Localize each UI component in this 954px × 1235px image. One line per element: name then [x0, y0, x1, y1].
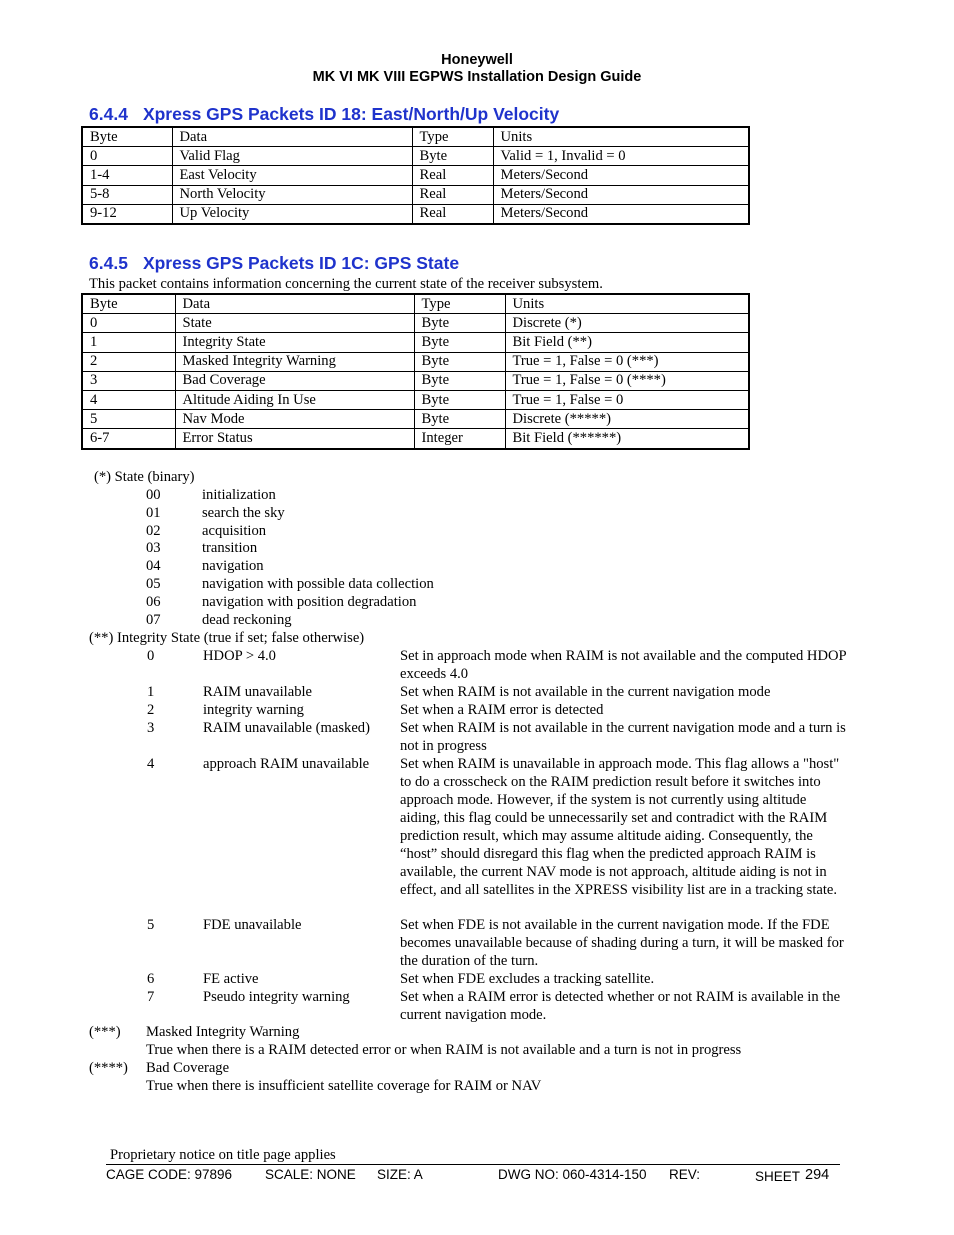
table-row	[82, 314, 749, 333]
state-label: initialization	[202, 487, 276, 503]
document-title: MK VI MK VIII EGPWS Installation Design Guide	[312, 69, 642, 85]
integrity-bit: 5	[147, 917, 155, 933]
cell-data: State	[175, 314, 414, 333]
cell-units: Meters/Second	[493, 166, 749, 185]
state-code: 00	[146, 487, 161, 503]
integrity-description: Set when RAIM is not available in the current navigation mode and a turn is not in progress	[400, 720, 846, 754]
state-label: navigation	[202, 558, 264, 574]
cell-byte: 0	[82, 314, 175, 333]
table-row	[82, 390, 749, 409]
velocity-table	[81, 126, 750, 225]
cell-data: Bad Coverage	[175, 371, 414, 390]
section-heading-6-4-5	[89, 253, 459, 274]
table-header-row	[82, 294, 749, 314]
integrity-name: FE active	[203, 971, 259, 987]
revision: REV:	[669, 1167, 701, 1182]
section-title: Xpress GPS Packets ID 1C: GPS State	[142, 253, 460, 273]
cage-code: CAGE CODE: 97896	[106, 1167, 233, 1182]
column-header-type: Type	[412, 127, 493, 147]
table-row	[82, 429, 749, 449]
cell-data: East Velocity	[172, 166, 412, 185]
size: SIZE: A	[377, 1167, 423, 1182]
cell-data: Nav Mode	[175, 410, 414, 429]
table-row	[82, 204, 749, 224]
section-number: 6.4.4	[89, 104, 128, 124]
table-row	[82, 147, 749, 166]
cell-units: Bit Field (******)	[505, 429, 749, 449]
integrity-name: integrity warning	[203, 702, 304, 718]
state-label: dead reckoning	[202, 612, 292, 628]
masked-note-marker: (***)	[89, 1024, 121, 1040]
table-row	[82, 166, 749, 185]
cell-byte: 6-7	[82, 429, 175, 449]
cell-type: Byte	[414, 390, 505, 409]
cell-data: Integrity State	[175, 333, 414, 352]
state-code: 03	[146, 540, 161, 556]
cell-units: Discrete (*****)	[505, 410, 749, 429]
coverage-note-title: Bad Coverage	[146, 1060, 230, 1076]
integrity-bit: 4	[147, 756, 155, 772]
cell-data: Valid Flag	[172, 147, 412, 166]
cell-data: Up Velocity	[172, 204, 412, 224]
integrity-name: RAIM unavailable	[203, 684, 313, 700]
cell-byte: 5	[82, 410, 175, 429]
table-row	[82, 352, 749, 371]
scale: SCALE: NONE	[265, 1167, 356, 1182]
section-intro: This packet contains information concerning the current state of the receiver subsystem.	[89, 276, 603, 292]
state-label: navigation with possible data collection	[202, 576, 434, 592]
state-label: acquisition	[202, 523, 267, 539]
integrity-name: approach RAIM unavailable	[203, 756, 370, 772]
integrity-bit: 3	[147, 720, 155, 736]
table-row	[82, 371, 749, 390]
cell-byte: 2	[82, 352, 175, 371]
cell-type: Real	[412, 204, 493, 224]
cell-units: True = 1, False = 0 (****)	[505, 371, 749, 390]
cell-data: Masked Integrity Warning	[175, 352, 414, 371]
section-number: 6.4.5	[89, 253, 128, 273]
cell-type: Real	[412, 166, 493, 185]
column-header-units: Units	[505, 294, 749, 314]
cell-units: Bit Field (**)	[505, 333, 749, 352]
integrity-notes-heading: (**) Integrity State (true if set; false otherwise)	[89, 630, 365, 646]
integrity-name: Pseudo integrity warning	[203, 989, 350, 1005]
company-name: Honeywell	[441, 52, 513, 68]
table-row	[82, 333, 749, 352]
cell-data: Altitude Aiding In Use	[175, 390, 414, 409]
sheet-number: 294	[805, 1167, 830, 1183]
masked-note-text: True when there is a RAIM detected error or when RAIM is not available and a turn is not in progress	[146, 1042, 742, 1058]
state-label: search the sky	[202, 505, 285, 521]
integrity-description: Set when a RAIM error is detected	[400, 702, 604, 718]
sheet-label: SHEET	[755, 1169, 801, 1184]
cell-units: True = 1, False = 0 (***)	[505, 352, 749, 371]
cell-type: Byte	[414, 410, 505, 429]
integrity-bit: 2	[147, 702, 155, 718]
cell-type: Byte	[412, 147, 493, 166]
cell-type: Byte	[414, 371, 505, 390]
state-code: 06	[146, 594, 161, 610]
integrity-name: FDE unavailable	[203, 917, 302, 933]
table-row	[82, 410, 749, 429]
section-heading-6-4-4	[89, 104, 559, 125]
integrity-name: HDOP > 4.0	[203, 648, 276, 664]
drawing-number: DWG NO: 060-4314-150	[498, 1167, 647, 1182]
cell-byte: 3	[82, 371, 175, 390]
state-label: transition	[202, 540, 258, 556]
coverage-note-text: True when there is insufficient satellite coverage for RAIM or NAV	[146, 1078, 542, 1094]
state-code: 07	[146, 612, 161, 628]
integrity-bit: 6	[147, 971, 155, 987]
cell-type: Byte	[414, 314, 505, 333]
cell-byte: 5-8	[82, 185, 172, 204]
gps-state-table	[81, 293, 750, 450]
state-code: 01	[146, 505, 161, 521]
section-title: Xpress GPS Packets ID 18: East/North/Up Velocity	[142, 104, 560, 124]
integrity-description: Set when FDE is not available in the current navigation mode. If the FDE becomes unavailable because of shading during a turn, it will be masked for the duration of the turn.	[400, 917, 844, 969]
coverage-note-marker: (****)	[89, 1060, 128, 1076]
cell-units: Meters/Second	[493, 204, 749, 224]
cell-data: North Velocity	[172, 185, 412, 204]
cell-byte: 1-4	[82, 166, 172, 185]
cell-type: Integer	[414, 429, 505, 449]
integrity-description: Set when RAIM is unavailable in approach mode. This flag allows a "host" to do a crosscheck on the RAIM prediction result before it switches into approach mode. However, if the system is not currently using altitude aiding, this flag could be unnecessarily set and contradict with the RAIM prediction result, which may assume altitude aiding. Consequently, the “host” should disregard this flag when the predicted approach RAIM is available, the current NAV mode is not approach, altitude aiding is not in effect, and all satellites in the XPRESS visibility list are in a tracking state.	[400, 756, 840, 898]
column-header-units: Units	[493, 127, 749, 147]
cell-type: Byte	[414, 333, 505, 352]
cell-byte: 0	[82, 147, 172, 166]
integrity-description: Set when FDE excludes a tracking satellite.	[400, 971, 655, 987]
footer-divider	[106, 1164, 840, 1165]
state-notes-heading: (*) State (binary)	[94, 469, 195, 485]
state-code: 02	[146, 523, 161, 539]
table-row	[82, 185, 749, 204]
state-code: 04	[146, 558, 161, 574]
integrity-description: Set when RAIM is not available in the current navigation mode	[400, 684, 771, 700]
integrity-name: RAIM unavailable (masked)	[203, 720, 370, 736]
state-label: navigation with position degradation	[202, 594, 417, 610]
cell-type: Real	[412, 185, 493, 204]
column-header-byte: Byte	[82, 127, 172, 147]
cell-type: Byte	[414, 352, 505, 371]
cell-byte: 4	[82, 390, 175, 409]
cell-units: Meters/Second	[493, 185, 749, 204]
integrity-description: Set when a RAIM error is detected whether or not RAIM is available in the current navigation mode.	[400, 989, 841, 1023]
integrity-bit: 7	[147, 989, 155, 1005]
cell-byte: 9-12	[82, 204, 172, 224]
integrity-description: Set in approach mode when RAIM is not available and the computed HDOP exceeds 4.0	[400, 648, 847, 682]
state-code: 05	[146, 576, 161, 592]
cell-units: Valid = 1, Invalid = 0	[493, 147, 749, 166]
cell-units: Discrete (*)	[505, 314, 749, 333]
masked-note-title: Masked Integrity Warning	[146, 1024, 300, 1040]
proprietary-notice: Proprietary notice on title page applies	[110, 1147, 336, 1163]
integrity-bit: 1	[147, 684, 155, 700]
column-header-type: Type	[414, 294, 505, 314]
cell-units: True = 1, False = 0	[505, 390, 749, 409]
cell-data: Error Status	[175, 429, 414, 449]
column-header-data: Data	[172, 127, 412, 147]
cell-byte: 1	[82, 333, 175, 352]
column-header-byte: Byte	[82, 294, 175, 314]
table-header-row	[82, 127, 749, 147]
integrity-bit: 0	[147, 648, 155, 664]
column-header-data: Data	[175, 294, 414, 314]
